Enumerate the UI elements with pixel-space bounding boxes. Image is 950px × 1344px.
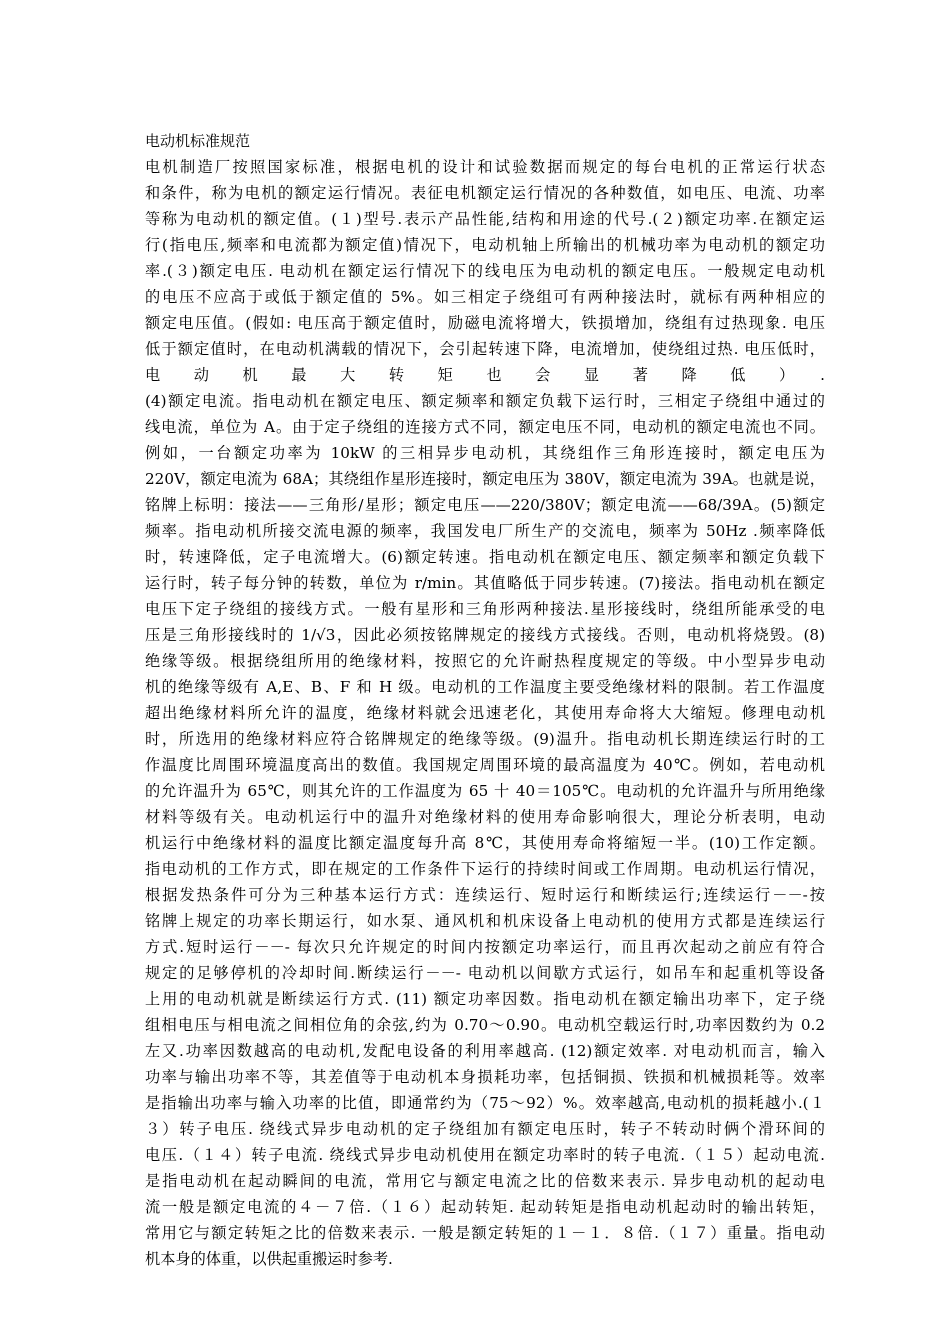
text-line: 根据发热条件可分为三种基本运行方式：连续运行、短时运行和断续运行;连续运行－－-按 xyxy=(145,886,825,904)
text-line: 电 动 机 最 大 转 矩 也 会 显 著 降 低 ） . xyxy=(145,366,825,384)
text-line: 材料等级有关。电动机运行中的温升对绝缘材料的使用寿命影响很大，理论分析表明，电动 xyxy=(145,808,825,826)
text-line: 220V，额定电流为 68A；其绕组作星形连接时，额定电压为 380V，额定电流为 39A。也就是说， xyxy=(145,470,825,488)
text-line: 的电压不应高于或低于额定值的 5%。如三相定子绕组可有两种接法时，就标有两种相应的 xyxy=(145,288,825,306)
text-line: 率.(３)额定电压. 电动机在额定运行情况下的线电压为电动机的额定电压。一般规定电动机 xyxy=(145,262,825,280)
text-line: (4)额定电流。指电动机在额定电压、额定频率和额定负载下运行时，三相定子绕组中通过的 xyxy=(145,392,825,410)
text-line: 绝缘等级。根据绕组所用的绝缘材料，按照它的允许耐热程度规定的等级。中小型异步电动 xyxy=(145,652,825,670)
text-line: 机的绝缘等级有 A,E、B、F 和 H 级。电动机的工作温度主要受绝缘材料的限制。若工作温度 xyxy=(145,678,825,696)
document-body xyxy=(145,154,825,1272)
text-line: 流一般是额定电流的４－７倍.（１６）起动转矩. 起动转矩是指电动机起动时的输出转矩， xyxy=(145,1198,825,1216)
document-title: 电动机标准规范 xyxy=(145,132,251,150)
text-line: 等称为电动机的额定值。(１)型号.表示产品性能,结构和用途的代号.(２)额定功率.在额定运 xyxy=(145,210,825,228)
text-line: 常用它与额定转矩之比的倍数来表示. 一般是额定转矩的１－１．８倍.（１７）重量。指电动 xyxy=(145,1224,825,1242)
text-line: 时，所选用的绝缘材料应符合铭牌规定的绝缘等级。(9)温升。指电动机长期连续运行时的工 xyxy=(145,730,825,748)
text-line: 组相电压与相电流之间相位角的余弦,约为 0.70～0.90。电动机空载运行时,功率因数约为 0.2 xyxy=(145,1016,825,1034)
text-line: 低于额定值时，在电动机满载的情况下，会引起转速下降，电流增加，使绕组过热. 电压低时， xyxy=(145,340,825,358)
text-line: 运行时，转子每分钟的转数，单位为 r/min。其值略低于同步转速。(7)接法。指电动机在额定 xyxy=(145,574,825,592)
text-line: 左又.功率因数越高的电动机,发配电设备的利用率越高. (12)额定效率. 对电动机而言，输入 xyxy=(145,1042,825,1060)
text-line: 电压下定子绕组的接线方式。一般有星形和三角形两种接法.星形接线时，绕组所能承受的电 xyxy=(145,600,825,618)
text-line: 超出绝缘材料所允许的温度，绝缘材料就会迅速老化，其使用寿命将大大缩短。修理电动机 xyxy=(145,704,825,722)
text-line: 方式.短时运行－－- 每次只允许规定的时间内按额定功率运行，而且再次起动之前应有符合 xyxy=(145,938,825,956)
text-line: 是指电动机在起动瞬间的电流，常用它与额定电流之比的倍数来表示. 异步电动机的起动电 xyxy=(145,1172,825,1190)
text-line: 规定的足够停机的冷却时间.断续运行－－- 电动机以间歇方式运行，如吊车和起重机等设备 xyxy=(145,964,825,982)
text-line: 和条件，称为电机的额定运行情况。表征电机额定运行情况的各种数值，如电压、电流、功率 xyxy=(145,184,825,202)
text-line: 上用的电动机就是断续运行方式. (11) 额定功率因数。指电动机在额定输出功率下，定子绕 xyxy=(145,990,825,1008)
text-line: 作温度比周围环境温度高出的数值。我国规定周围环境的最高温度为 40℃。例如，若电动机 xyxy=(145,756,825,774)
text-line: 机本身的体重，以供起重搬运时参考. xyxy=(145,1250,393,1268)
text-line: 电压.（１４）转子电流. 绕线式异步电动机使用在额定功率时的转子电流.（１５）起动电流. xyxy=(145,1146,825,1164)
text-line: 时，转速降低，定子电流增大。(6)额定转速。指电动机在额定电压、额定频率和额定负载下 xyxy=(145,548,825,566)
text-line: 指电动机的工作方式，即在规定的工作条件下运行的持续时间或工作周期。电动机运行情况， xyxy=(145,860,825,878)
text-line: 铭牌上规定的功率长期运行，如水泵、通风机和机床设备上电动机的使用方式都是连续运行 xyxy=(145,912,825,930)
text-line: 线电流，单位为 A。由于定子绕组的连接方式不同，额定电压不同，电动机的额定电流也不同。 xyxy=(145,418,825,436)
text-line: 行(指电压,频率和电流都为额定值)情况下，电动机轴上所输出的机械功率为电动机的额定功 xyxy=(145,236,825,254)
text-line: 的允许温升为 65℃，则其允许的工作温度为 65 十 40＝105℃。电动机的允许温升与所用绝缘 xyxy=(145,782,825,800)
text-line: ３）转子电压. 绕线式异步电动机的定子绕组加有额定电压时，转子不转动时俩个滑环间的 xyxy=(145,1120,825,1138)
text-line: 压是三角形接线时的 1/√3，因此必须按铭牌规定的接线方式接线。否则，电动机将烧毁。(8) xyxy=(145,626,825,644)
text-line: 电机制造厂按照国家标准，根据电机的设计和试验数据而规定的每台电机的正常运行状态 xyxy=(145,158,825,176)
document-page xyxy=(145,128,825,1272)
text-line: 额定电压值。(假如: 电压高于额定值时，励磁电流将增大，铁损增加，绕组有过热现象. 电压 xyxy=(145,314,825,332)
text-line: 例如，一台额定功率为 10kW 的三相异步电动机，其绕组作三角形连接时，额定电压为 xyxy=(145,444,825,462)
text-line: 是指输出功率与输入功率的比值，即通常约为（75～92）%。效率越高,电动机的损耗越小.(１ xyxy=(145,1094,825,1112)
text-line: 频率。指电动机所接交流电源的频率，我国发电厂所生产的交流电，频率为 50Hz .频率降低 xyxy=(145,522,825,540)
text-line: 铭牌上标明：接法——三角形/星形；额定电压——220/380V；额定电流——68/39A。(5)额定 xyxy=(145,496,825,514)
text-line: 机运行中绝缘材料的温度比额定温度每升高 8℃，其使用寿命将缩短一半。(10)工作定额。 xyxy=(145,834,825,852)
text-line: 功率与输出功率不等，其差值等于电动机本身损耗功率，包括铜损、铁损和机械损耗等。效率 xyxy=(145,1068,825,1086)
